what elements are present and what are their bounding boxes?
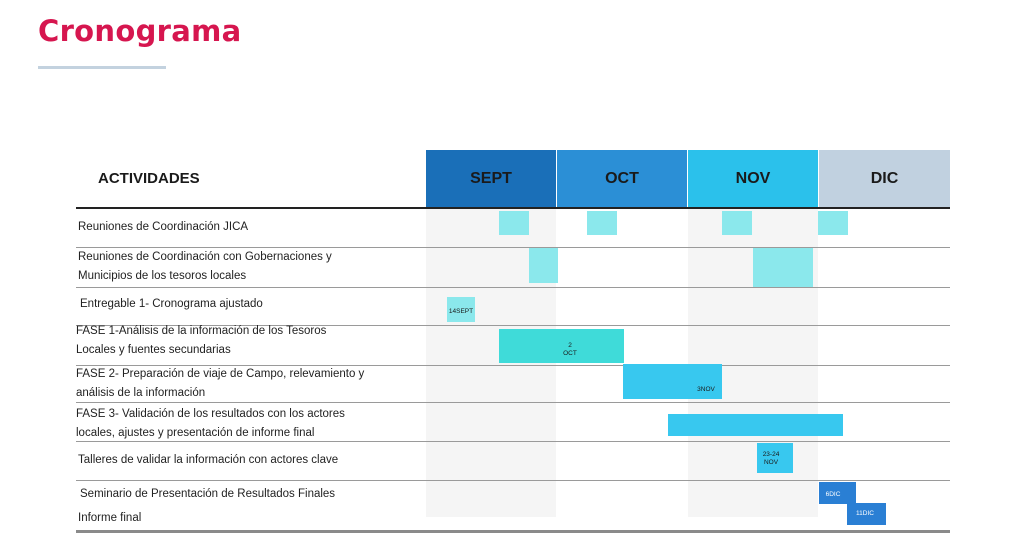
bar-date-label: 11DIC [856,510,874,517]
activity-label-jica [78,218,248,237]
gantt-bar-jica-oct [587,211,617,235]
activity-text: Reuniones de Coordinación JICA [78,221,249,233]
table-bottom-border [76,530,950,533]
month-header-oct [557,150,687,208]
activity-text: locales, ajustes y presentación de informe final [76,427,315,439]
month-label: OCT [605,170,639,187]
activity-text: Reuniones de Coordinación con Gobernaciones y [78,251,332,263]
gantt-bar-jica-dic [818,211,848,235]
gantt-bar-jica-nov [722,211,752,235]
activities-header: ACTIVIDADES [98,170,200,187]
month-label: SEPT [470,170,512,187]
month-header-nov [688,150,818,208]
gantt-bar-informe [847,503,886,525]
bar-date-label: 14SEPT [448,308,474,315]
activity-label-gobernaciones [78,248,332,286]
gantt-bar-fase1 [499,329,624,363]
activity-label-fase3 [76,405,345,443]
bar-date-label: 3NOV [697,386,715,393]
activity-label-talleres [78,451,338,470]
activity-label-informe [78,509,141,528]
month-header-dic [819,150,950,208]
activity-text: FASE 2- Preparación de viaje de Campo, relevamiento y [76,368,365,380]
activity-text: análisis de la información [76,387,206,399]
month-label: NOV [735,170,771,187]
bar-date-label [757,451,785,467]
row-divider [76,287,950,288]
gantt-bar-gobernaciones-nov [753,248,813,287]
activity-text: Entregable 1- Cronograma ajustado [80,298,263,310]
gantt-bar-fase3 [668,414,843,436]
activity-text: FASE 3- Validación de los resultados con los actores [76,408,345,420]
bar-date-label: 6DIC [825,491,841,498]
title-underline [38,66,166,69]
gantt-bar-fase2 [623,364,722,399]
bar-date-label [555,342,585,358]
activity-text: Municipios de los tesoros locales [78,270,247,282]
bar-date-line: 23-24 [762,451,780,458]
activity-text: Seminario de Presentación de Resultados Finales [80,488,336,500]
activity-text: Locales y fuentes secundarias [76,344,231,356]
gantt-bar-entregable [447,297,475,322]
bar-date-line: OCT [563,350,577,357]
page-title: Cronograma [38,14,242,48]
row-divider [76,480,950,481]
gantt-bar-seminario [819,482,856,504]
gantt-bar-gobernaciones-sept [529,248,558,283]
activity-label-fase2 [76,365,364,403]
month-header-sept [426,150,556,208]
bar-date-line: NOV [763,459,779,466]
activity-label-fase1 [76,322,326,360]
activity-text: FASE 1-Análisis de la información de los Tesoros [76,325,327,337]
activity-text: Informe final [78,512,142,524]
month-label: DIC [870,170,899,187]
activity-label-entregable [80,295,263,314]
activity-text: Talleres de validar la información con actores clave [78,454,339,466]
bar-date-line: 2 [568,342,572,349]
header-divider [76,207,950,209]
activity-label-seminario [80,485,335,504]
gantt-bar-talleres [757,443,793,473]
gantt-bar-jica-sept [499,211,529,235]
